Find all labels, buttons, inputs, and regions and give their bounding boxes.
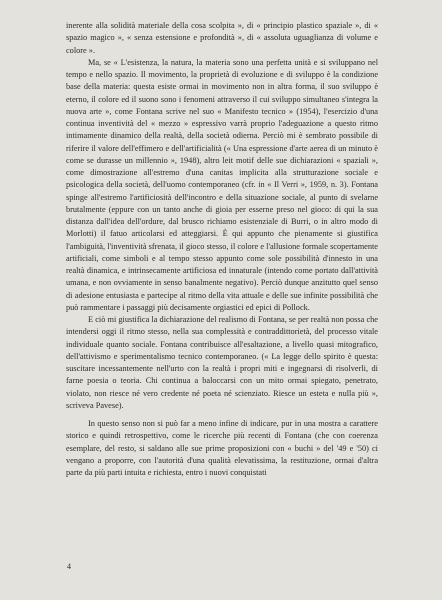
paragraph-1: inerente alla solidità materiale della cosa scolpita », di « principio plastico spaziale », di « spazio magico », « senza estensione e profondità », di « assoluta uguaglianza di volume e colore ». xyxy=(66,21,378,55)
page-number: 4 xyxy=(67,562,71,571)
paragraph-3: E ciò mi giustifica la dichiarazione del realismo di Fontana, se per realtà non possa che intendersi oggi il ritmo stesso, nella sua complessità e contraddittorietà, del processo vitale individuale quanto sociale. Fontana contribuisce all'esaltazione, a livello quasi mitografico, dell'attivismo e sperimentalismo tecnico contemporaneo. (« La legge dello spirito è questa: suscitare incessantemente nell'urto con la realtà i propri miti e ingegnarsi di risolverli, di farne poesia o teoria. Chi continua a baloccarsi con un mito ormai spiegato, penetrato, violato, non riesce né vero credente né poeta né scienziato. Riesce un esteta e nulla più », scriveva Pavese). xyxy=(66,315,378,410)
paragraph-4: In questo senso non si può far a meno infine di indicare, pur in una mostra a carattere storico e quindi retrospettivo, come le ricerche più recenti di Fontana (che con coerenza esemplare, del resto, si saldano alle sue prime proposizioni con « buchi » del '49 e '50) ci vengano a proporre, con l'autorità d'una qualità elevatissima, la restituzione, ormai d'altra parte da più parti intuita e richiesta, entro i nuovi conquistati xyxy=(66,419,378,477)
paragraph-2: Ma, se « L'esistenza, la natura, la materia sono una perfetta unità e si sviluppano nel tempo e nello spazio. Il movimento, la proprietà di evoluzione e di sviluppo è la condizione base della materia: questa esiste ormai in movimento non in altra forma, il suo sviluppo è eterno, il colore ed il suono sono i fenomeni attraverso il cui sviluppo simultaneo s'integra la nuova arte », come Fontana scrive nel suo « Manifesto tecnico » (1954), l'esercizio d'una continua inventività del « mezzo » espressivo varrà proprio l'adeguazione a questo ritmo intimamente dinamico della realtà, della società odierna. Perciò mi è sembrato possibile di riferire il valore dell'effimero e dell'artificialità (« Una espressione d'arte aerea di un minuto è come se durasse un millennio », 1948), altro leit motif delle sue dichiarazioni « spaziali », come dimostrazione all'estremo d'una canitas implicita alla strutturazione sociale e psicologica della società, dell'uomo contemporaneo (cfr. in « Il Verri », 1959, n. 3). Fontana spinge all'estremo l'artificiosità dell'incontro e della situazione sociale, al punto di svelarne brutalmente (eppure con un tanto anche di gioia per esserne preso nel gioco: di qui la sua distanza dall'idea dell'ordure, dal brusco richiamo esistenziale di Burri, o in altro modo di Morlotti) il fatuo articolarsi ed atteggiarsi. È qui appunto che pienamente si giustifica l'ambiguità, l'inventività sfrenata, il gioco stesso, il colore e l'allusione formale scopertamente artificiali, come simboli e al tempo stesso appunto come sole possibilità d'innesto in una realtà dinamica, e intrinsecamente artificiosa ed innaturale (intendo come portato dall'attività umana, e non ovviamente in senso banalmente negativo). Perciò dunque anzitutto quel senso di adesione entusiasta e partecipe al ritmo della vita attuale e delle sue infinite possibilità che può rammentare i passaggi più decisamente orgiastici ed epici di Pollock. xyxy=(66,57,378,312)
